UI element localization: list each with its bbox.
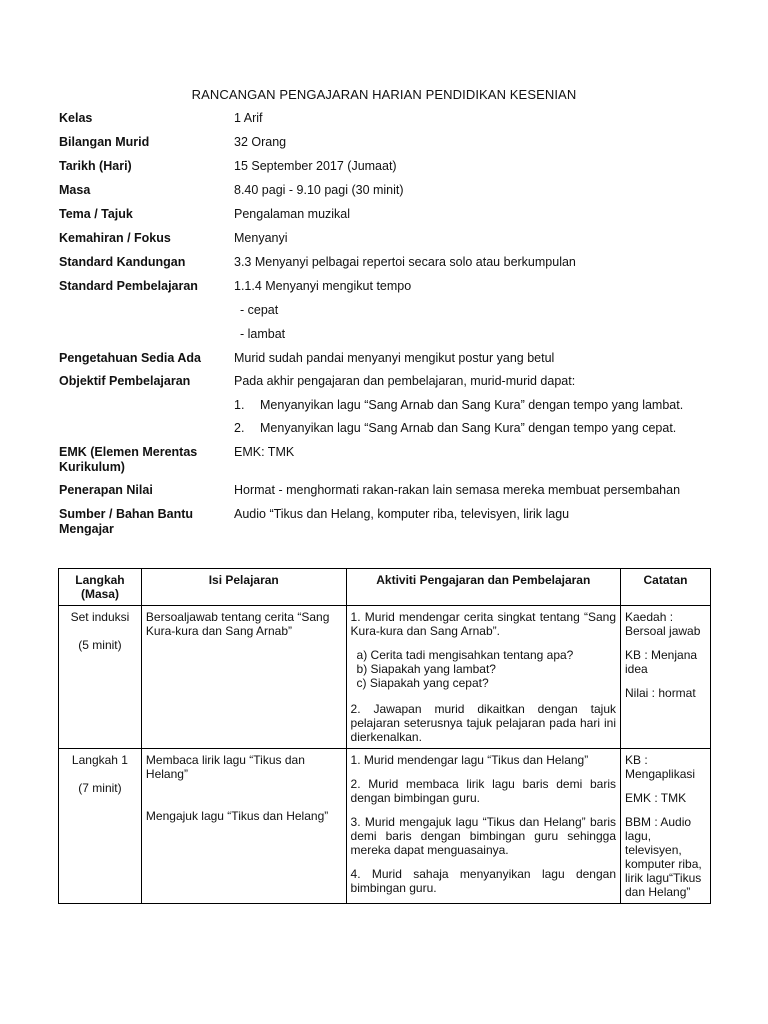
lesson-plan-table [58, 568, 711, 904]
objektif-item-text: Menyanyikan lagu “Sang Arnab dan Sang Kura” dengan tempo yang cepat. [260, 421, 677, 435]
column-header: Aktiviti Pengajaran dan Pembelajaran [346, 569, 620, 606]
objektif-item-number: 2. [234, 421, 245, 435]
aktiviti-question: b) Siapakah yang lambat? [356, 662, 496, 676]
table-header-row [59, 569, 711, 606]
aktiviti-item: 2. Murid membaca lirik lagu baris demi baris dengan bimbingan guru. [350, 777, 616, 805]
info-value: Pada akhir pengajaran dan pembelajaran, murid-murid dapat: [234, 374, 576, 388]
column-header: Catatan [621, 569, 711, 606]
step-cell [59, 749, 142, 904]
aktiviti-item: 4. Murid sahaja menyanyikan lagu dengan bimbingan guru. [350, 867, 616, 895]
column-header: Isi Pelajaran [141, 569, 346, 606]
info-label: Bilangan Murid [59, 135, 150, 149]
info-value: 15 September 2017 (Jumaat) [234, 159, 397, 173]
isi-cell [141, 749, 346, 904]
objektif-item-text: Menyanyikan lagu “Sang Arnab dan Sang Kura” dengan tempo yang lambat. [260, 398, 684, 412]
table-row [59, 749, 711, 904]
info-value: 8.40 pagi - 9.10 pagi (30 minit) [234, 183, 404, 197]
isi-text: Bersoaljawab tentang cerita “Sang Kura-kura dan Sang Arnab” [145, 610, 330, 638]
info-label: Kemahiran / Fokus [59, 231, 171, 245]
info-value: 1 Arif [234, 111, 263, 125]
catatan-item: EMK : TMK [625, 791, 687, 805]
aktiviti-question: a) Cerita tadi mengisahkan tentang apa? [356, 648, 574, 662]
aktiviti-item: 1. Murid mendengar cerita singkat tentang “Sang Kura-kura dan Sang Arnab”. [350, 610, 616, 638]
info-label: Sumber / Bahan Bantu Mengajar [59, 507, 194, 536]
aktiviti-cell [346, 606, 620, 749]
info-label: Penerapan Nilai [59, 483, 153, 497]
info-value: 1.1.4 Menyanyi mengikut tempo [234, 279, 412, 293]
step-time: (7 minit) [78, 781, 122, 795]
info-value: Audio “Tikus dan Helang, komputer riba, televisyen, lirik lagu [234, 507, 570, 521]
catatan-item: KB : Menjana idea [625, 648, 698, 676]
info-value: 32 Orang [234, 135, 287, 149]
table-row [59, 606, 711, 749]
step-cell [59, 606, 142, 749]
catatan-item: Kaedah : Bersoal jawab [625, 610, 701, 638]
catatan-item: Nilai : hormat [625, 686, 696, 700]
document-title: RANCANGAN PENGAJARAN HARIAN PENDIDIKAN KESENIAN [191, 87, 577, 102]
info-label: Objektif Pembelajaran [59, 374, 191, 388]
info-value: Murid sudah pandai menyanyi mengikut postur yang betul [234, 351, 555, 365]
isi-text: Mengajuk lagu “Tikus dan Helang” [145, 809, 329, 823]
info-label: Masa [59, 183, 91, 197]
aktiviti-item: 3. Murid mengajuk lagu “Tikus dan Helang” baris demi baris dengan bimbingan guru sehingga mereka dapat menguasainya. [350, 815, 616, 857]
info-value: EMK: TMK [234, 445, 295, 459]
aktiviti-cell [346, 749, 620, 904]
objektif-item-number: 1. [234, 398, 245, 412]
step-label: Set induksi [70, 610, 130, 624]
info-label: Tarikh (Hari) [59, 159, 132, 173]
info-label: EMK (Elemen Merentas Kurikulum) [59, 445, 198, 474]
isi-text: Membaca lirik lagu “Tikus dan Helang” [145, 753, 305, 781]
info-label: Pengetahuan Sedia Ada [59, 351, 201, 365]
catatan-item: BBM : Audio lagu, televisyen, komputer riba, lirik lagu“Tikus dan Helang” [625, 815, 702, 899]
catatan-cell [621, 606, 711, 749]
catatan-cell [621, 749, 711, 904]
catatan-item: KB : Mengaplikasi [625, 753, 696, 781]
info-label: Standard Kandungan [59, 255, 186, 269]
info-value: Hormat - menghormati rakan-rakan lain semasa mereka membuat persembahan [234, 483, 681, 497]
info-value: Pengalaman muzikal [234, 207, 351, 221]
step-label: Langkah 1 [71, 753, 128, 767]
aktiviti-item: 1. Murid mendengar lagu “Tikus dan Helang” [350, 753, 589, 767]
column-header: Langkah (Masa) [59, 569, 142, 606]
info-label: Tema / Tajuk [59, 207, 133, 221]
info-value: Menyanyi [234, 231, 288, 245]
aktiviti-question: c) Siapakah yang cepat? [356, 676, 489, 690]
isi-cell [141, 606, 346, 749]
info-value: - lambat [240, 327, 286, 341]
step-time: (5 minit) [78, 638, 122, 652]
aktiviti-item: 2. Jawapan murid dikaitkan dengan tajuk pelajaran seterusnya tajuk pelajaran pada hari ini dierkenalkan. [350, 702, 616, 744]
info-value: - cepat [240, 303, 279, 317]
info-value: 3.3 Menyanyi pelbagai repertoi secara solo atau berkumpulan [234, 255, 576, 269]
info-label: Kelas [59, 111, 93, 125]
info-label: Standard Pembelajaran [59, 279, 198, 293]
